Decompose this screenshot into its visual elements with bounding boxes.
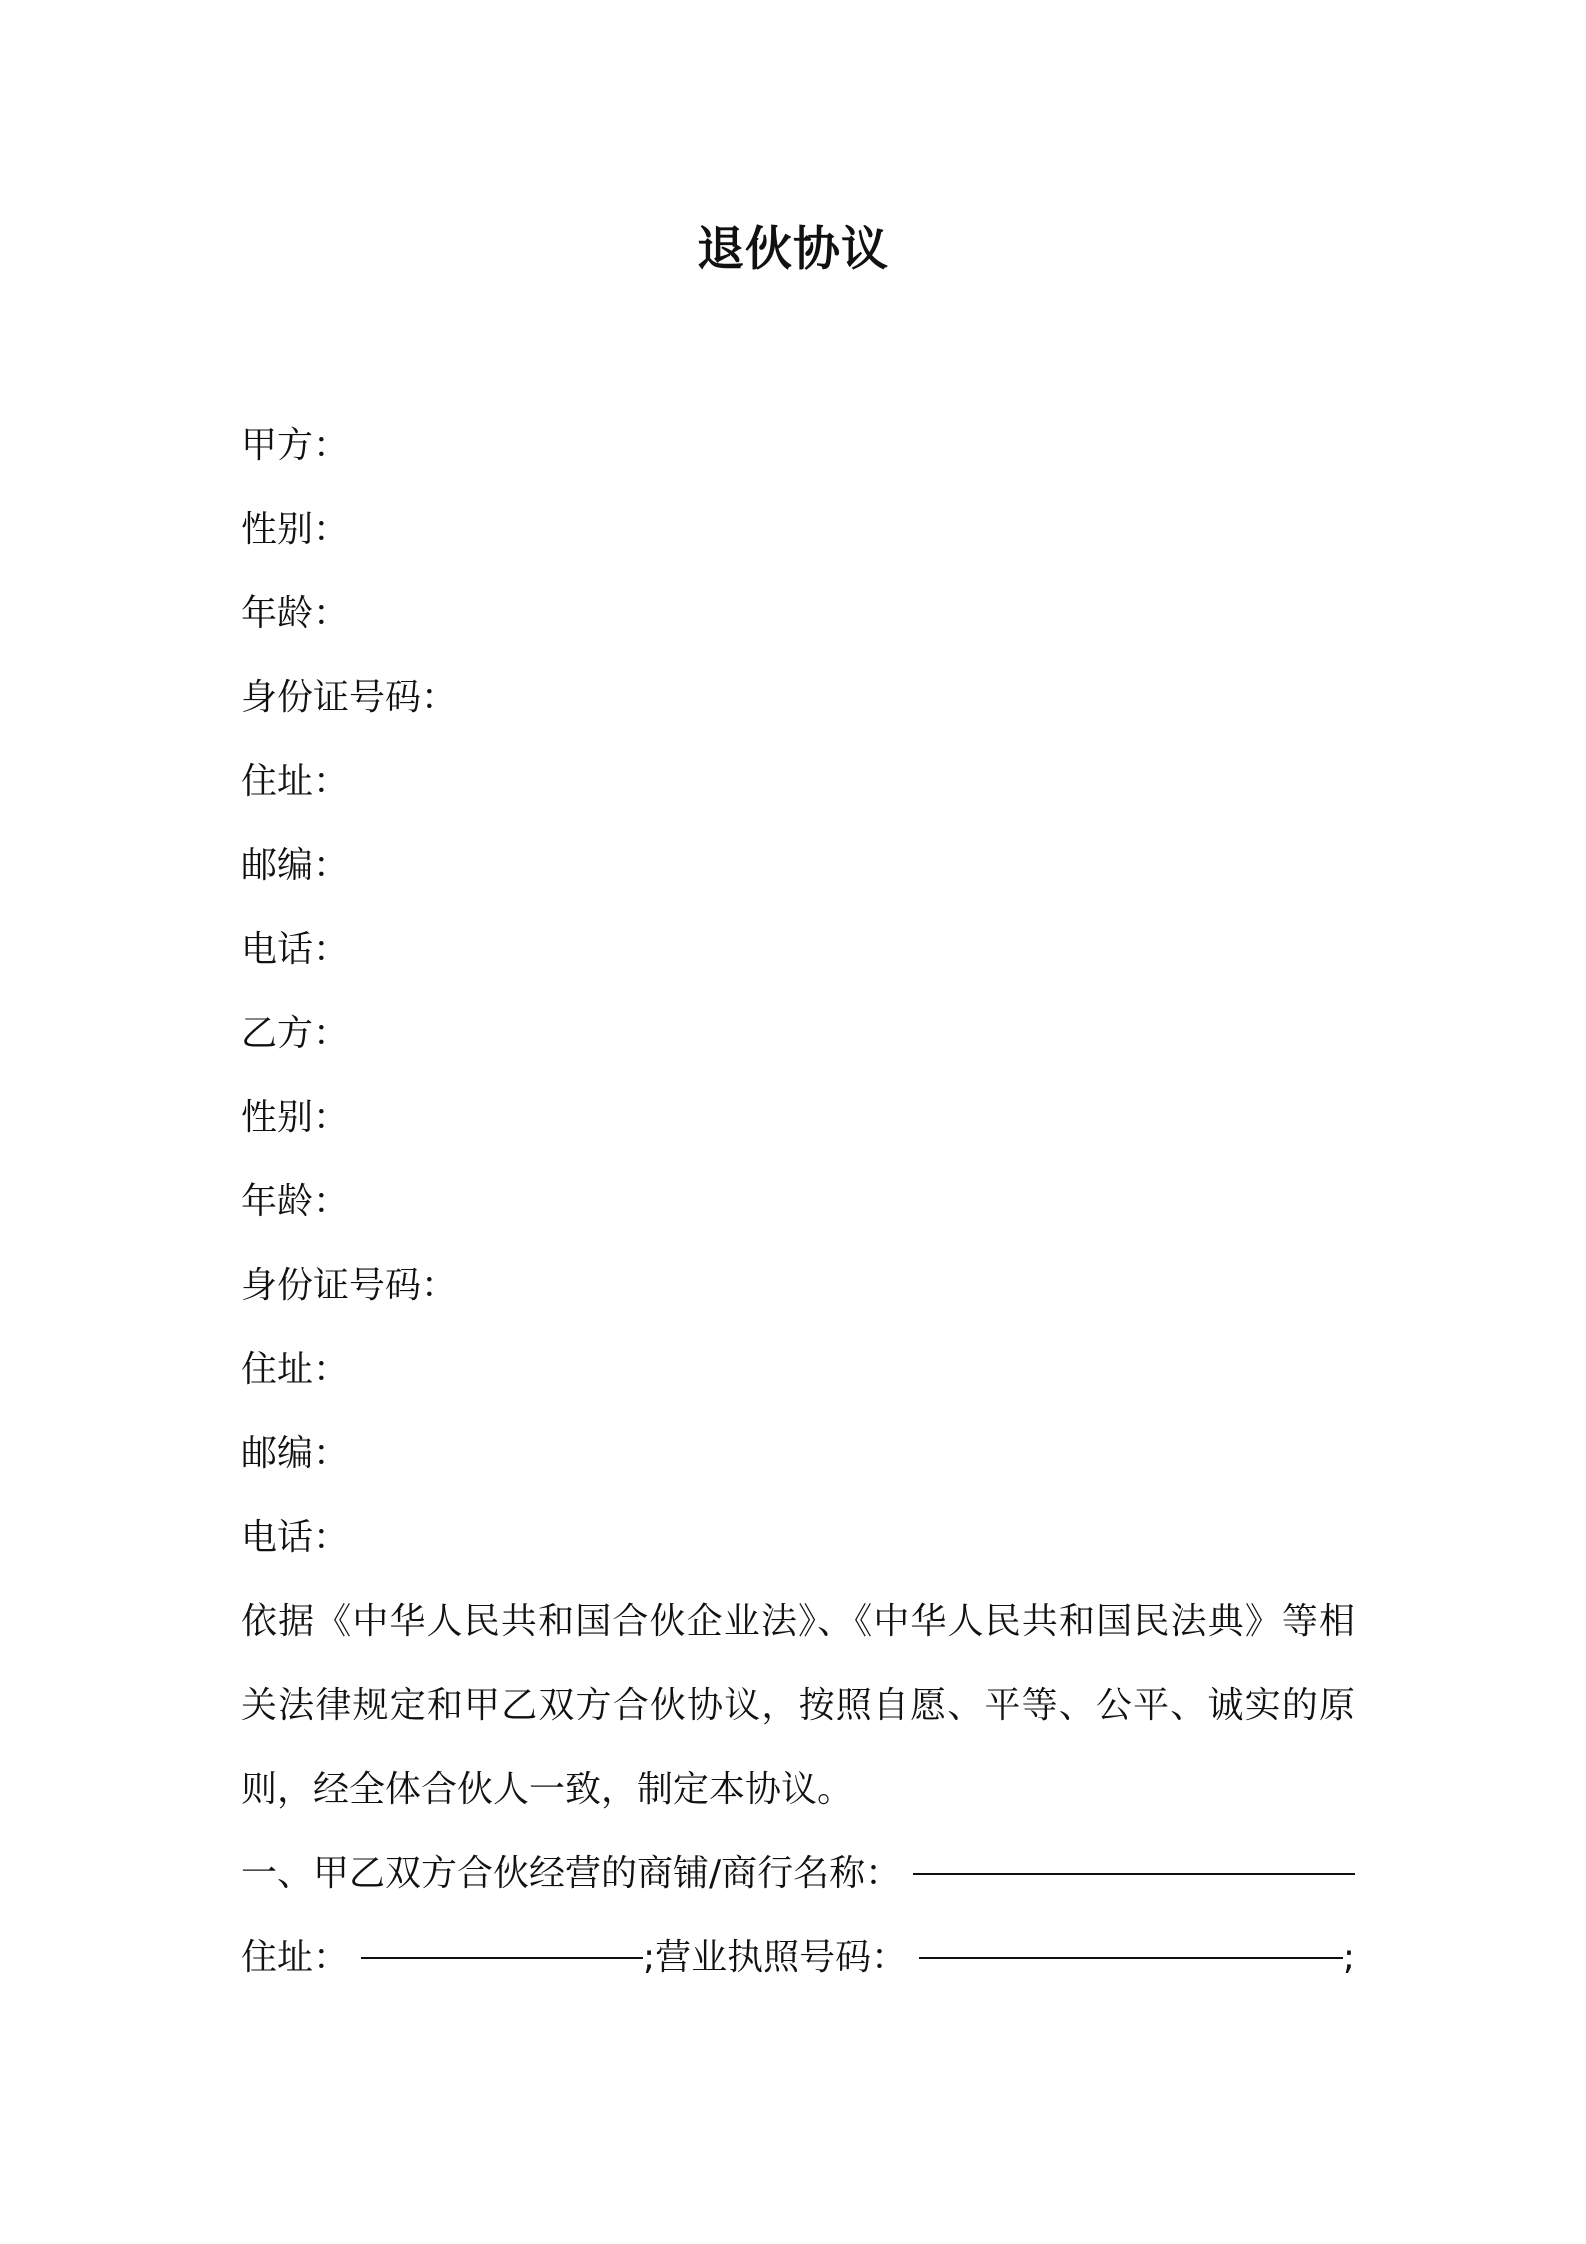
shop-address-label: 住址： — [241, 1937, 350, 1978]
business-license-blank — [919, 1957, 1343, 1959]
party-a-gender: 性别： — [241, 509, 350, 550]
preamble-paragraph: 依据《中华人民共和国合伙企业法》、《中华人民共和国民法典》等相关法律规定和甲乙双方合伙协议，按照自愿、平等、公平、诚实的原则，经全体合伙人一致，制定本协议。 — [241, 1601, 1355, 1810]
shop-address-blank — [361, 1957, 643, 1959]
business-license-label: 营业执照号码： — [655, 1937, 908, 1978]
party-b-age: 年龄： — [241, 1181, 350, 1222]
clause-1-text: 一、甲乙双方合伙经营的商铺/商行名称： — [241, 1853, 902, 1894]
separator: ; — [643, 1937, 656, 1978]
party-a-phone: 电话： — [241, 929, 350, 970]
party-a-age: 年龄： — [241, 593, 350, 634]
party-a-postcode: 邮编： — [241, 845, 350, 886]
party-a-address: 住址： — [241, 761, 350, 802]
document-title: 退伙协议 — [697, 222, 889, 277]
party-a-id-number: 身份证号码： — [241, 677, 458, 718]
party-b-address: 住址： — [241, 1349, 350, 1390]
party-b-label: 乙方： — [241, 1013, 350, 1054]
party-b-id-number: 身份证号码： — [241, 1265, 458, 1306]
party-b-phone: 电话： — [241, 1517, 350, 1558]
document-body — [241, 404, 1355, 2000]
line-end: ; — [1342, 1937, 1355, 1978]
clause-1-shop-name-line — [241, 1832, 1355, 1916]
shop-name-blank — [913, 1873, 1355, 1875]
party-b-postcode: 邮编： — [241, 1433, 350, 1474]
party-a-label: 甲方： — [241, 425, 350, 466]
party-b-gender: 性别： — [241, 1097, 350, 1138]
clause-1-address-line — [241, 1916, 1355, 2000]
